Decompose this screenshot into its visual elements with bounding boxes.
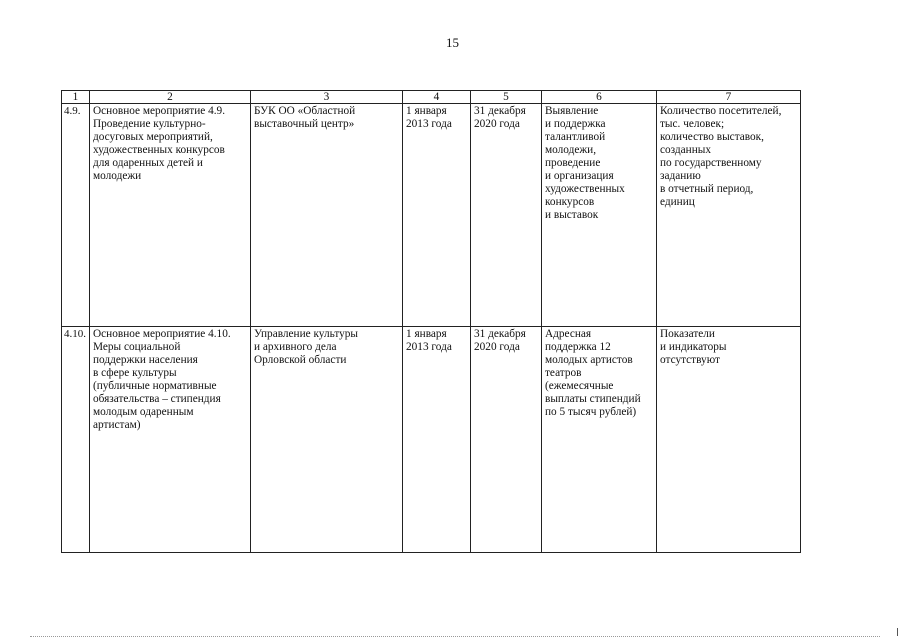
- expected-result: Адресная поддержка 12 молодых артистов театров (ежемесячные выплаты стипендий по 5 тысяч рублей): [542, 327, 657, 553]
- page-number: 15: [446, 35, 459, 50]
- end-date: 31 декабря 2020 года: [471, 327, 542, 553]
- executor: БУК ОО «Областной выставочный центр»: [251, 104, 403, 327]
- table-row: [62, 327, 801, 553]
- event-name: Основное мероприятие 4.9. Проведение культурно- досуговых мероприятий, художественных конкурсов для одаренных детей и молодежи: [90, 104, 251, 327]
- row-number: 4.10.: [62, 327, 90, 553]
- end-date: 31 декабря 2020 года: [471, 104, 542, 327]
- scan-edge-line: [30, 636, 880, 637]
- column-header: 5: [471, 91, 542, 104]
- table-header-row: [62, 91, 801, 104]
- start-date: 1 января 2013 года: [403, 327, 471, 553]
- column-header: 1: [62, 91, 90, 104]
- expected-result: Выявление и поддержка талантливой молодежи, проведение и организация художественных конкурсов и выставок: [542, 104, 657, 327]
- row-number: 4.9.: [62, 104, 90, 327]
- scan-edge-mark: [897, 628, 898, 636]
- executor: Управление культуры и архивного дела Орловской области: [251, 327, 403, 553]
- table-row: [62, 104, 801, 327]
- event-name: Основное мероприятие 4.10. Меры социальной поддержки населения в сфере культуры (публичные нормативные обязательства – стипендия молодым одаренным артистам): [90, 327, 251, 553]
- program-table: [61, 90, 801, 553]
- start-date: 1 января 2013 года: [403, 104, 471, 327]
- column-header: 7: [657, 91, 801, 104]
- column-header: 6: [542, 91, 657, 104]
- indicators: Показатели и индикаторы отсутствуют: [657, 327, 801, 553]
- column-header: 4: [403, 91, 471, 104]
- column-header: 2: [90, 91, 251, 104]
- indicators: Количество посетителей, тыс. человек; количество выставок, созданных по государственному заданию в отчетный период, единиц: [657, 104, 801, 327]
- column-header: 3: [251, 91, 403, 104]
